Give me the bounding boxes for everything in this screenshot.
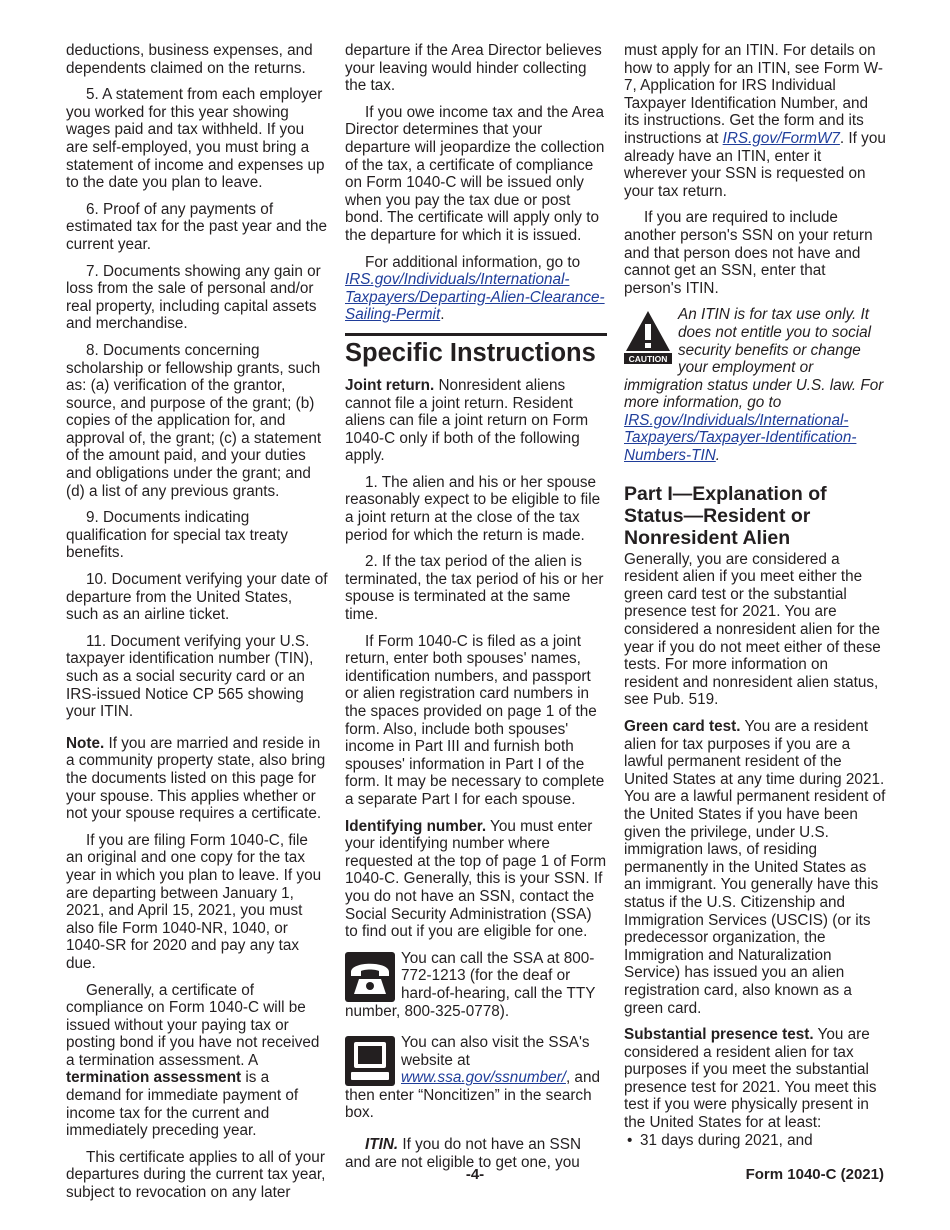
phone-note bbox=[345, 950, 607, 1020]
paragraph bbox=[624, 42, 886, 200]
text-span: is a demand for immediate payment of income tax for the current and immediately preceding year. bbox=[66, 1069, 299, 1140]
list-item: 1. The alien and his or her spouse reasonably expect to be eligible to file a joint return at the close of the tax period for which the return is made. bbox=[345, 473, 601, 544]
departing-alien-link[interactable]: IRS.gov/Individuals/International-Taxpayers/Departing-Alien-Clearance-Sailing-Permit bbox=[345, 271, 605, 324]
list-item: 8. Documents concerning scholarship or fellowship grants, such as: (a) verification of the grantor, source, and purpose of the grant; (b) copies of the application for, and approval of, the grant; (c) a statement of the amount paid, and your duties and obligations under the grant; and (d) a list of any previous grants. bbox=[66, 341, 322, 500]
text-span: . bbox=[440, 306, 445, 324]
computer-icon bbox=[345, 1036, 395, 1086]
text-span: . If you already have an ITIN, enter it wherever your SSN is requested on your tax return. bbox=[624, 129, 886, 200]
paragraph: Generally, you are considered a resident alien if you meet either the green card test or the substantial presence test for 2021. You are considered a nonresident alien for the year if you do not meet either of these tests. For more information on resident and nonresident alien status, see Pub. 519. bbox=[624, 550, 881, 709]
text-span: You are considered a resident alien for tax purposes if you meet the substantial presence test for 2021. You meet this test if you were physically present in the United States for at least: bbox=[624, 1026, 877, 1132]
page-number: -4- bbox=[465, 1166, 485, 1183]
list-item: 5. A statement from each employer you worked for this year showing wages paid and tax withheld. If you are self-employed, you must bring a statement of income and expenses up to the date you plan to leave. bbox=[66, 86, 325, 192]
phone-text: You can call the SSA at 800-772-1213 (for the deaf or hard-of-hearing, call the TTY number, 800-325-0778). bbox=[345, 949, 596, 1020]
paragraph: deductions, business expenses, and dependents claimed on the returns. bbox=[66, 42, 313, 77]
text-span: For additional information, go to bbox=[365, 253, 581, 271]
run-in-heading: Identifying number. bbox=[345, 817, 487, 835]
paragraph: This certificate applies to all of your departures during the current tax year, subject to revocation on any later bbox=[66, 1148, 326, 1202]
form-identifier: Form 1040-C (2021) bbox=[745, 1166, 884, 1183]
note-label: Note. bbox=[66, 734, 105, 752]
ssa-link[interactable]: www.ssa.gov/ssnumber/ bbox=[401, 1069, 566, 1087]
paragraph bbox=[345, 254, 607, 324]
caution-icon bbox=[624, 309, 672, 365]
text-span: must apply for an ITIN. For details on how to apply for an ITIN, see Form W-7, Application for IRS Individual Taxpayer Identification Number, and its instructions. Get the form and its instructions at bbox=[624, 42, 884, 147]
part1-heading: Part I—Explanation of Status—Resident or Nonresident Alien bbox=[624, 482, 827, 549]
form-w7-link[interactable]: IRS.gov/FormW7 bbox=[722, 129, 840, 147]
text-span: Nonresident aliens cannot file a joint return. Resident aliens can file a joint return on Form 1040-C only if both of the following apply. bbox=[345, 376, 589, 465]
paragraph: If Form 1040-C is filed as a joint return, enter both spouses' names, identification numbers, and passport or alien registration card numbers in the spaces provided on page 1 of the form. Also, include both spouses' income in Part III and furnish both spouses' information in Part I of the form. It may be necessary to complete a separate Part I for each spouse. bbox=[345, 632, 605, 808]
caution-label: CAUTION bbox=[628, 354, 668, 365]
paragraph bbox=[624, 718, 886, 1017]
paragraph bbox=[66, 982, 328, 1140]
term-bold: termination assessment bbox=[66, 1069, 242, 1087]
web-note bbox=[345, 1034, 607, 1122]
paragraph: If you are filing Form 1040-C, file an original and one copy for the tax year in which you plan to leave. If you are departing between January 1, 2021, and April 15, 2021, you must also file Form 1040-NR, 1040, or 1040-SR for 2020 and pay any tax due. bbox=[66, 831, 322, 972]
tin-link[interactable]: IRS.gov/Individuals/International-Taxpayers/Taxpayer-Identification-Numbers-TIN bbox=[624, 411, 857, 465]
column-2 bbox=[345, 42, 607, 1180]
section-heading: Specific Instructions bbox=[345, 333, 607, 368]
list-item: 11. Document verifying your U.S. taxpayer identification number (TIN), such as a social security card or an IRS-issued Notice CP 565 showing your ITIN. bbox=[66, 632, 314, 721]
run-in-heading: Substantial presence test. bbox=[624, 1026, 814, 1044]
note-text: If you are married and reside in a community property state, also bring the documents listed on this page for your spouse. This applies whether or not your spouse requires a certificate. bbox=[66, 734, 326, 823]
list-item: 7. Documents showing any gain or loss from the sale of personal and/or real property, including capital assets and merchandise. bbox=[66, 262, 321, 333]
text-span: An ITIN is for tax use only. It does not entitle you to social security benefits or change your employment or immigration status under U.S. law. For more information, go to bbox=[624, 306, 884, 412]
telephone-icon bbox=[345, 952, 395, 1002]
text-span: You must enter your identifying number where requested at the top of page 1 of Form 1040-C. Generally, this is your SSN. If you do not have an SSN, contact the Social Security Administration (SSA) to find out if you are eligible for one. bbox=[345, 817, 607, 941]
column-3 bbox=[624, 42, 886, 1149]
paragraph bbox=[345, 818, 607, 941]
list-item: 6. Proof of any payments of estimated tax for the past year and the current year. bbox=[66, 200, 328, 253]
paragraph: If you owe income tax and the Area Director determines that your departure will jeopardize the collection of the tax, a certificate of compliance on Form 1040-C will be issued only when you pay the tax due or post bond. The certificate will apply only to the departure for which it is issued. bbox=[345, 103, 605, 244]
list-item: 10. Document verifying your date of departure from the United States, such as an airline ticket. bbox=[66, 571, 328, 624]
list-item: 9. Documents indicating qualification for special tax treaty benefits. bbox=[66, 509, 288, 562]
text-span: Generally, a certificate of compliance on Form 1040-C will be issued without your paying tax or posting bond if you have not received a termination assessment. A bbox=[66, 981, 320, 1069]
text-span: , and then enter “Noncitizen” in the search box. bbox=[345, 1069, 600, 1122]
paragraph: departure if the Area Director believes your leaving would hinder collecting the tax. bbox=[345, 42, 602, 95]
paragraph: If you are required to include another person's SSN on your return and that person does not have and cannot get an SSN, enter that person's ITIN. bbox=[624, 209, 873, 297]
text-span: You can also visit the SSA's website at bbox=[401, 1034, 590, 1069]
bullet-list bbox=[624, 1132, 886, 1150]
caution-note bbox=[624, 306, 886, 464]
run-in-heading: Green card test. bbox=[624, 718, 741, 735]
text-span: You are a resident alien for tax purposes if you are a lawful permanent resident of the United States at any time during 2021. You are a lawful permanent resident of the United States if you have been given the privilege, under U.S. immigration laws, of residing permanently in the United States as an immigrant. You generally have this status if the U.S. Citizenship and Immigration Services (USCIS) (or its predecessor organization, the Immigration and Naturalization Service) has issued you an alien registration card, also known as a green card. bbox=[624, 718, 886, 1017]
column-1 bbox=[66, 42, 328, 1211]
text-span: . bbox=[715, 447, 721, 465]
run-in-heading: ITIN. bbox=[365, 1136, 399, 1154]
list-item: • 31 days during 2021, and bbox=[624, 1132, 886, 1150]
paragraph bbox=[624, 1026, 886, 1132]
note-paragraph bbox=[66, 735, 328, 823]
text-span: If you do not have an SSN and are not eligible to get one, you bbox=[345, 1136, 581, 1171]
paragraph bbox=[345, 377, 607, 465]
run-in-heading: Joint return. bbox=[345, 376, 435, 394]
list-item: 2. If the tax period of the alien is terminated, the tax period of his or her spouse is terminated at the same time. bbox=[345, 553, 604, 624]
